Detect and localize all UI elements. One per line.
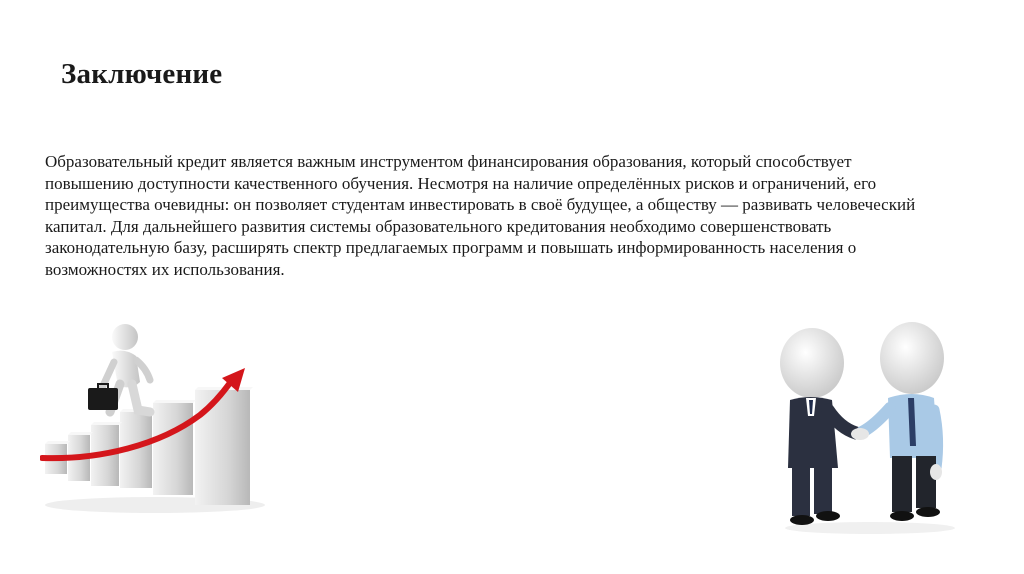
growth-chart-figure-icon <box>40 320 265 515</box>
handshake-figures-icon <box>770 318 970 538</box>
slide-body <box>45 151 925 280</box>
body-paragraph: Образовательный кредит является важным инструментом финансирования образования, который способствует повышению доступности качественного обучения. Несмотря на наличие определённых рисков и ограничений, его преимущества очевидны: он позволяет студентам инвестировать в своё будущее, а обществу — развивать человеческий капитал. Для дальнейшего развития системы образовательного кредитования необходимо совершенствовать законодательную базу, расширять спектр предлагаемых программ и повышать информированность населения о возможностях их использования. <box>45 152 916 279</box>
slide-title: Заключение <box>61 58 223 90</box>
